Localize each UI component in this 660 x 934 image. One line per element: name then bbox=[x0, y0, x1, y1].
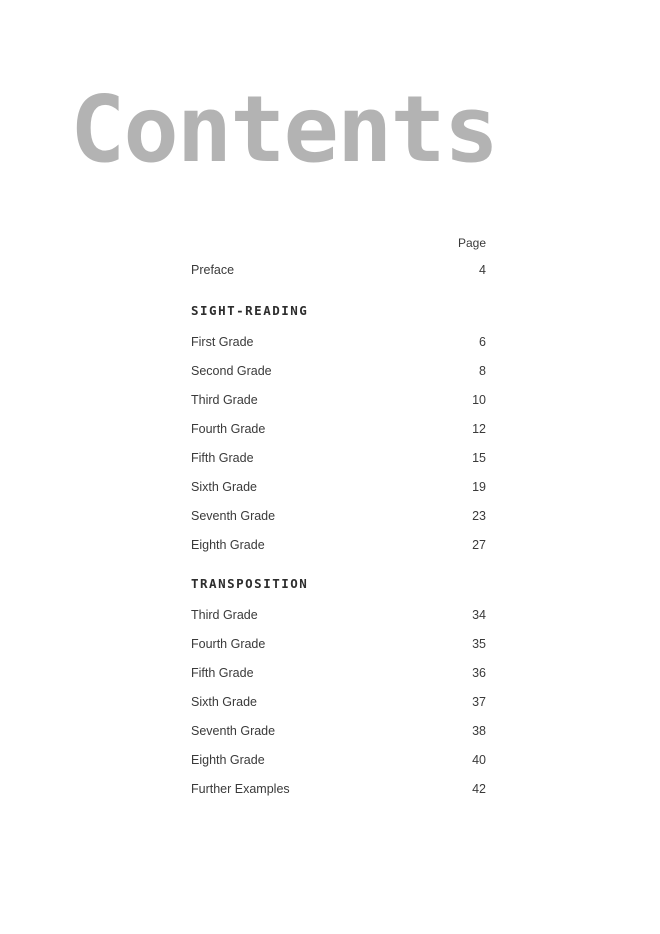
toc-entry[interactable] bbox=[191, 385, 486, 414]
toc-entry-label: Further Examples bbox=[191, 781, 290, 796]
toc-entry-page: 37 bbox=[472, 694, 486, 709]
toc-entry-page: 12 bbox=[472, 421, 486, 436]
toc-entry-label: Sixth Grade bbox=[191, 479, 258, 494]
toc-entry-label: Fifth Grade bbox=[191, 665, 254, 680]
section-heading-transposition: TRANSPOSITION bbox=[191, 576, 309, 591]
toc-entry-page: 34 bbox=[472, 607, 486, 622]
toc-entry-page: 42 bbox=[472, 781, 486, 796]
toc-entry-label: First Grade bbox=[191, 334, 254, 349]
toc-entry[interactable] bbox=[191, 600, 486, 629]
toc-entry[interactable] bbox=[191, 530, 486, 559]
toc-entry[interactable] bbox=[191, 501, 486, 530]
toc-entry[interactable] bbox=[191, 414, 486, 443]
toc-entry[interactable] bbox=[191, 687, 486, 716]
toc-entry-label: Fourth Grade bbox=[191, 421, 266, 436]
toc-entry-page: 36 bbox=[472, 665, 486, 680]
toc-entry[interactable] bbox=[191, 774, 486, 803]
toc-entry-label: Sixth Grade bbox=[191, 694, 258, 709]
page-column-header: Page bbox=[457, 236, 486, 250]
toc-entry-page: 27 bbox=[472, 537, 486, 552]
toc-entry-label: Eighth Grade bbox=[191, 752, 265, 767]
toc-entry-label: Fifth Grade bbox=[191, 450, 254, 465]
toc-entry-label: Seventh Grade bbox=[191, 723, 276, 738]
toc-entry-label: Preface bbox=[191, 263, 235, 277]
toc-entry-page: 35 bbox=[472, 636, 486, 651]
toc-entry-page: 19 bbox=[472, 479, 486, 494]
toc-entry[interactable] bbox=[191, 658, 486, 687]
toc-entry[interactable] bbox=[191, 472, 486, 501]
toc-entry-label: Fourth Grade bbox=[191, 636, 266, 651]
toc-entry-page: 6 bbox=[479, 334, 486, 349]
toc-entry[interactable] bbox=[191, 356, 486, 385]
toc-entry[interactable] bbox=[191, 716, 486, 745]
toc-entry-page: 4 bbox=[479, 263, 486, 277]
toc-entry-page: 8 bbox=[479, 363, 486, 378]
section-heading-sight-reading: SIGHT-READING bbox=[191, 303, 309, 318]
toc-entry-label: Second Grade bbox=[191, 363, 272, 378]
toc-entry-label: Eighth Grade bbox=[191, 537, 265, 552]
toc-entry-label: Third Grade bbox=[191, 392, 258, 407]
toc-entry[interactable] bbox=[191, 745, 486, 774]
toc-entry[interactable] bbox=[191, 443, 486, 472]
toc-entry-preface[interactable] bbox=[191, 256, 486, 284]
toc-entry[interactable] bbox=[191, 327, 486, 356]
toc-entry-label: Seventh Grade bbox=[191, 508, 276, 523]
page-title: Contents bbox=[70, 76, 498, 183]
toc-entry-label: Third Grade bbox=[191, 607, 258, 622]
table-of-contents bbox=[191, 234, 486, 803]
toc-entry-page: 38 bbox=[472, 723, 486, 738]
toc-entry-page: 10 bbox=[472, 392, 486, 407]
toc-entry[interactable] bbox=[191, 629, 486, 658]
toc-entry-page: 40 bbox=[472, 752, 486, 767]
toc-entry-page: 15 bbox=[472, 450, 486, 465]
toc-entry-page: 23 bbox=[472, 508, 486, 523]
